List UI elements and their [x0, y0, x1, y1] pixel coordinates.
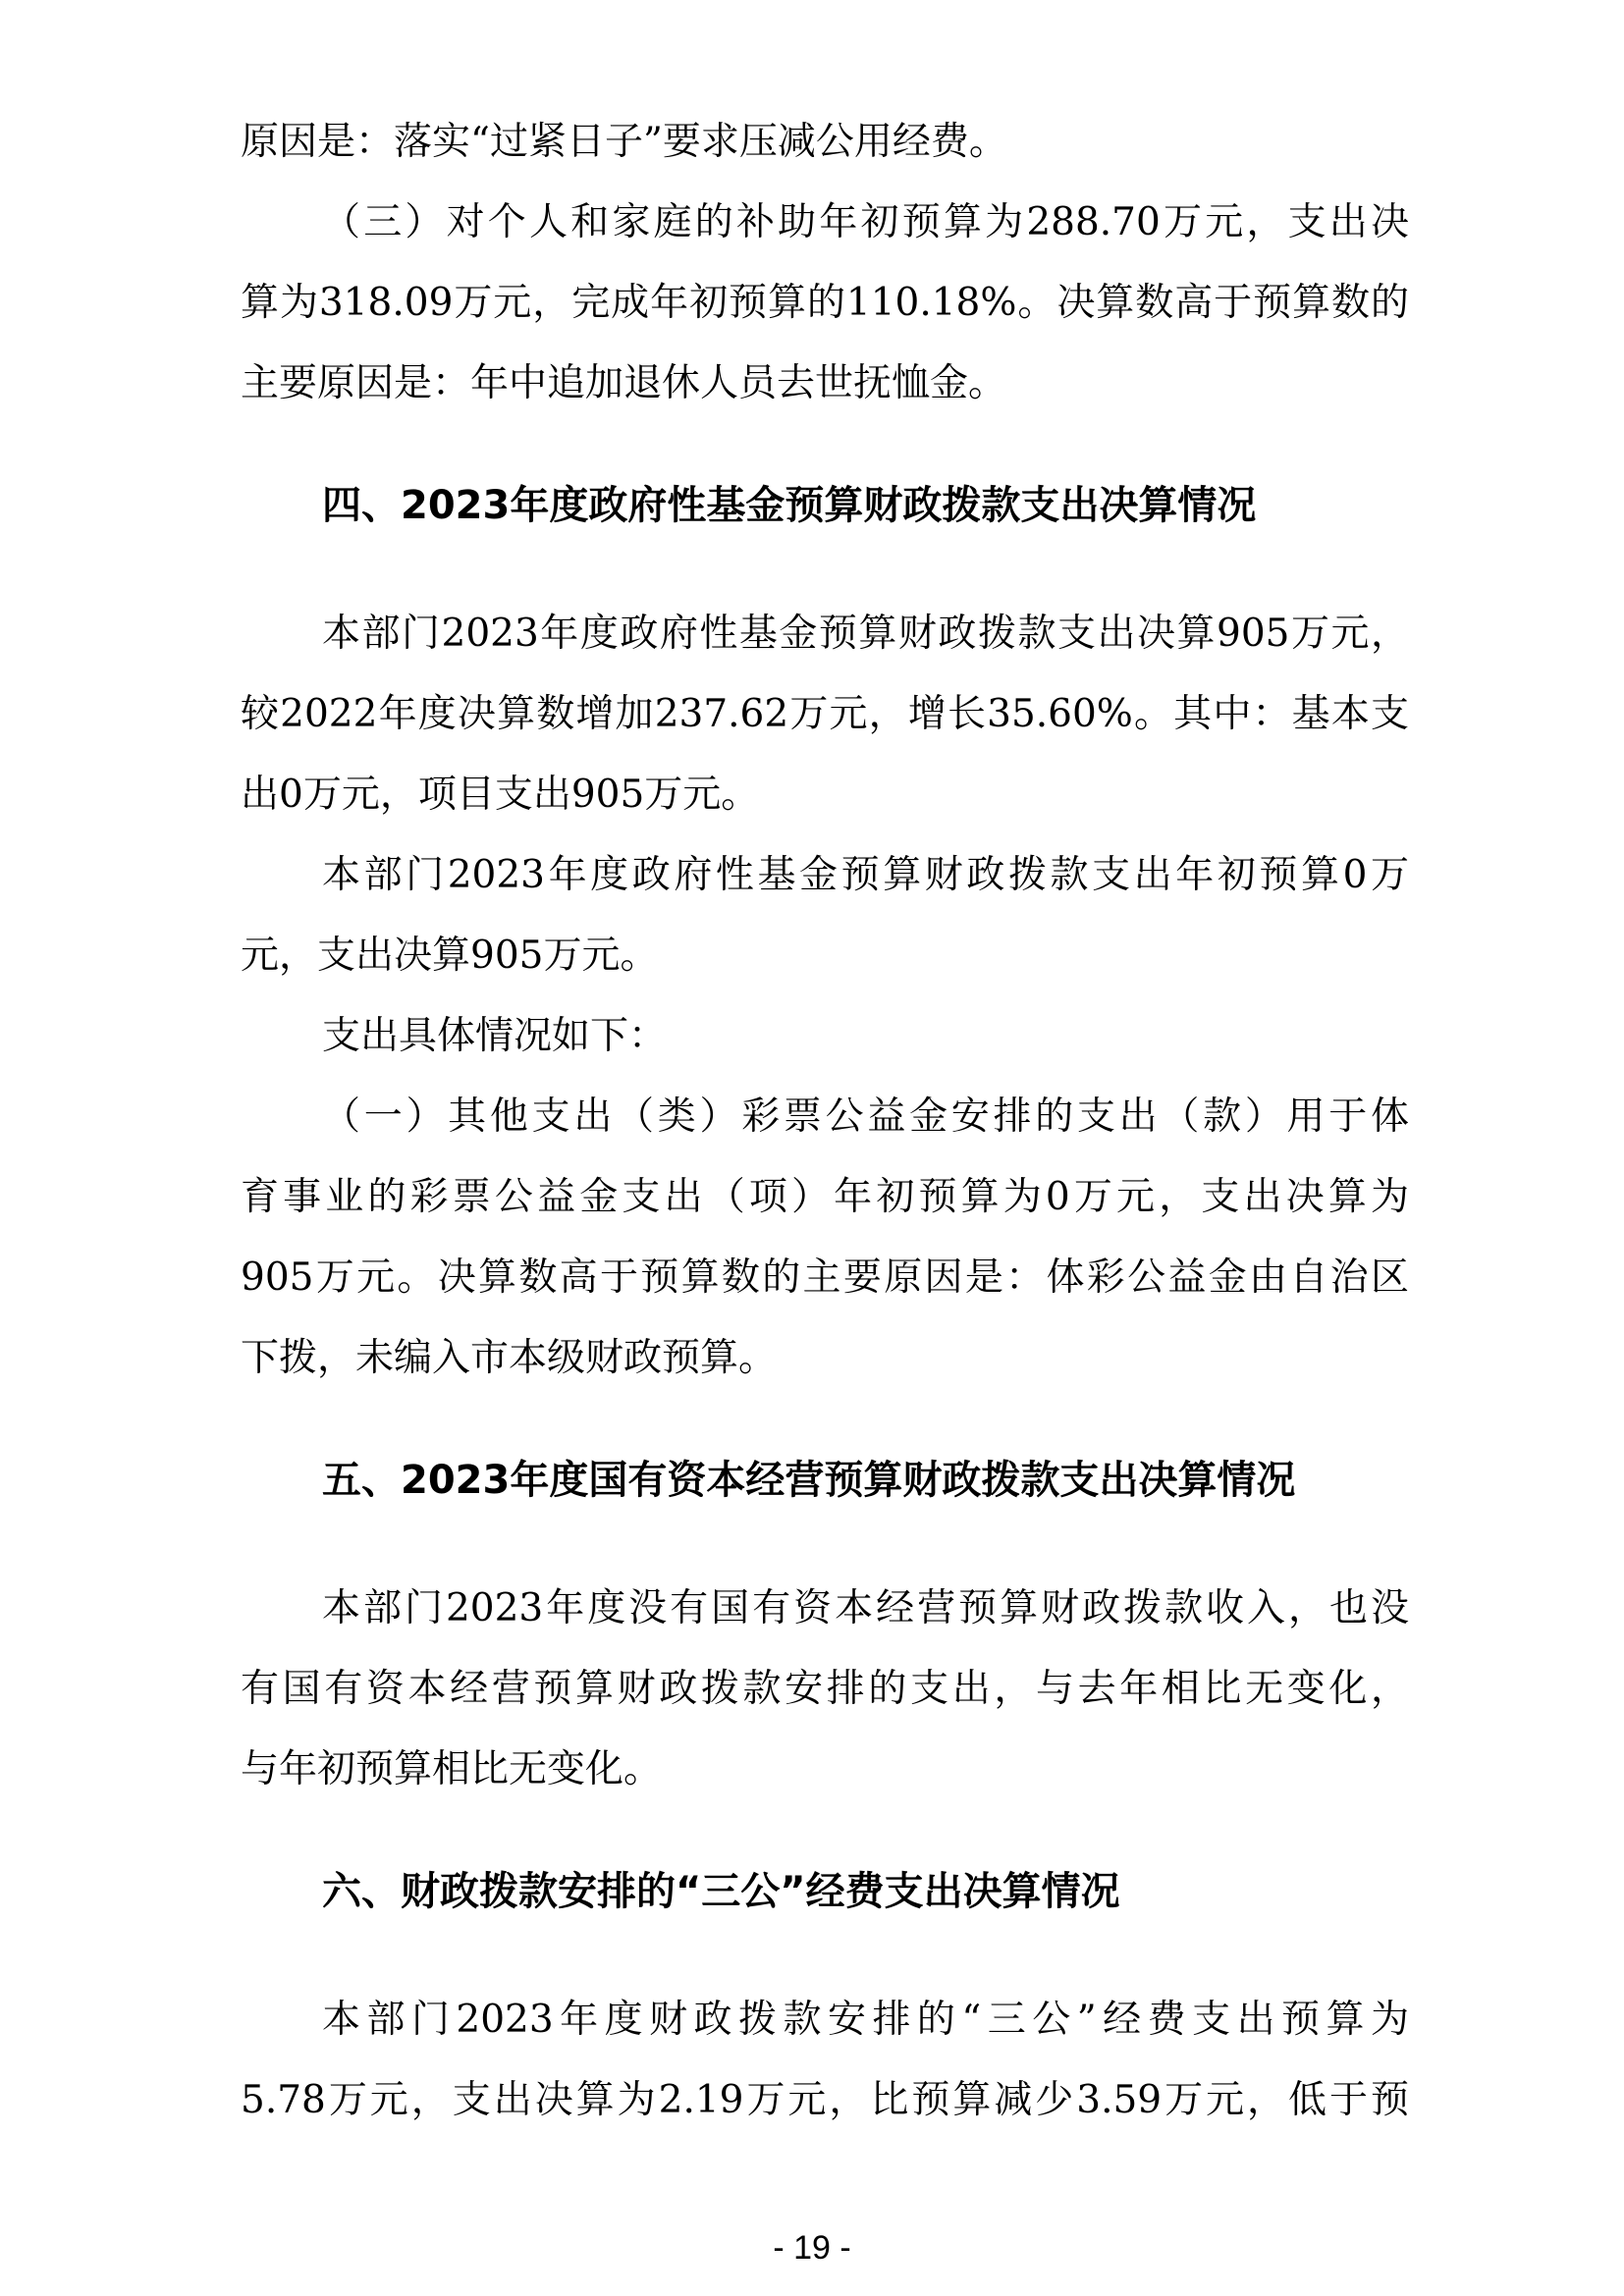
paragraph-line: 本部门2023年度政府性基金预算财政拨款支出年初预算0万: [322, 853, 1409, 897]
paragraph-line: 较2022年度决算数增加237.62万元，增长35.60%。其中：基本支: [241, 692, 1409, 736]
section-heading: 五、2023年度国有资本经营预算财政拨款支出决算情况: [322, 1458, 1296, 1503]
paragraph-line: 原因是：落实“过紧日子”要求压减公用经费。: [241, 120, 1007, 164]
paragraph-line: 支出具体情况如下：: [322, 1014, 668, 1058]
paragraph-line: 主要原因是：年中追加退休人员去世抚恤金。: [241, 361, 1007, 405]
paragraph-line: 有国有资本经营预算财政拨款安排的支出，与去年相比无变化，: [241, 1667, 1409, 1711]
paragraph-line: （三）对个人和家庭的补助年初预算为288.70万元，支出决: [322, 200, 1409, 244]
paragraph-line: 本部门2023年度财政拨款安排的“三公”经费支出预算为: [322, 1998, 1409, 2042]
paragraph-line: 905万元。决算数高于预算数的主要原因是：体彩公益金由自治区: [241, 1255, 1409, 1300]
paragraph-line: 下拨，未编入市本级财政预算。: [241, 1336, 778, 1380]
paragraph-line: 本部门2023年度没有国有资本经营预算财政拨款收入，也没: [322, 1586, 1409, 1630]
paragraph-line: 本部门2023年度政府性基金预算财政拨款支出决算905万元，: [322, 612, 1409, 656]
paragraph-line: 算为318.09万元，完成年初预算的110.18%。决算数高于预算数的: [241, 281, 1409, 325]
paragraph-line: 元，支出决算905万元。: [241, 934, 659, 978]
paragraph-line: 出0万元，项目支出905万元。: [241, 773, 760, 817]
paragraph-line: 育事业的彩票公益金支出（项）年初预算为0万元，支出决算为: [241, 1175, 1409, 1219]
paragraph-line: 与年初预算相比无变化。: [241, 1747, 663, 1791]
paragraph-line: （一）其他支出（类）彩票公益金安排的支出（款）用于体: [322, 1095, 1409, 1139]
page-number: - 19 -: [773, 2229, 851, 2267]
paragraph-line: 5.78万元，支出决算为2.19万元，比预算减少3.59万元，低于预: [241, 2078, 1409, 2122]
section-heading: 六、财政拨款安排的“三公”经费支出决算情况: [322, 1869, 1120, 1914]
section-heading: 四、2023年度政府性基金预算财政拨款支出决算情况: [322, 483, 1257, 528]
